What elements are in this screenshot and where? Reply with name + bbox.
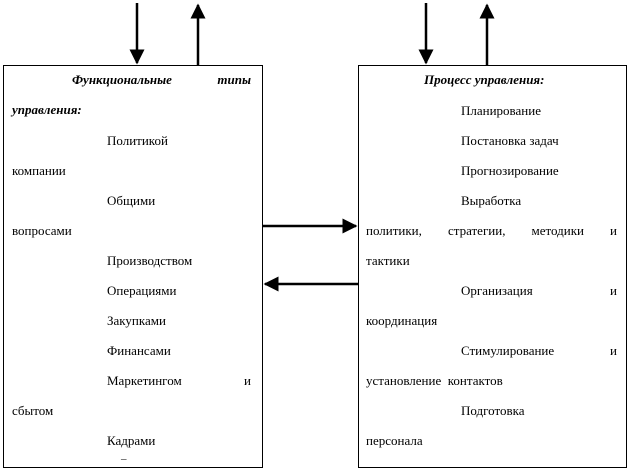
right-item: Постановка задач	[461, 133, 559, 148]
right-item: Прогнозирование	[461, 163, 559, 178]
right-item: Подготовка	[461, 403, 525, 418]
right-item: Выработка	[461, 193, 522, 208]
left-item: Кадрами	[107, 433, 156, 448]
right-item: Планирование	[461, 103, 541, 118]
left-item: Операциями	[107, 283, 177, 298]
right-item: Организация и	[461, 283, 617, 298]
left-item-cont: вопросами	[12, 223, 72, 238]
trailing-mark: –	[121, 453, 127, 465]
left-item: Политикой	[107, 133, 168, 148]
left-item-cont: компании	[12, 163, 66, 178]
right-heading: Процесс управления:	[424, 72, 545, 87]
right-item-cont: координация	[366, 313, 438, 328]
left-heading-line2: управления:	[12, 102, 82, 117]
right-item-cont: тактики	[366, 253, 410, 268]
left-item: Производством	[107, 253, 193, 268]
right-item: Стимулирование и	[461, 343, 617, 358]
right-item-cont: политики, стратегии, методики и	[366, 223, 617, 238]
left-item: Закупками	[107, 313, 166, 328]
left-item: Общими	[107, 193, 156, 208]
left-item: Маркетингом и	[107, 373, 251, 388]
right-item-cont: установление контактов	[366, 373, 503, 388]
left-item-cont: сбытом	[12, 403, 54, 418]
right-item-cont: персонала	[366, 433, 423, 448]
left-heading-line1: Функциональные типы	[72, 72, 251, 87]
left-item: Финансами	[107, 343, 171, 358]
